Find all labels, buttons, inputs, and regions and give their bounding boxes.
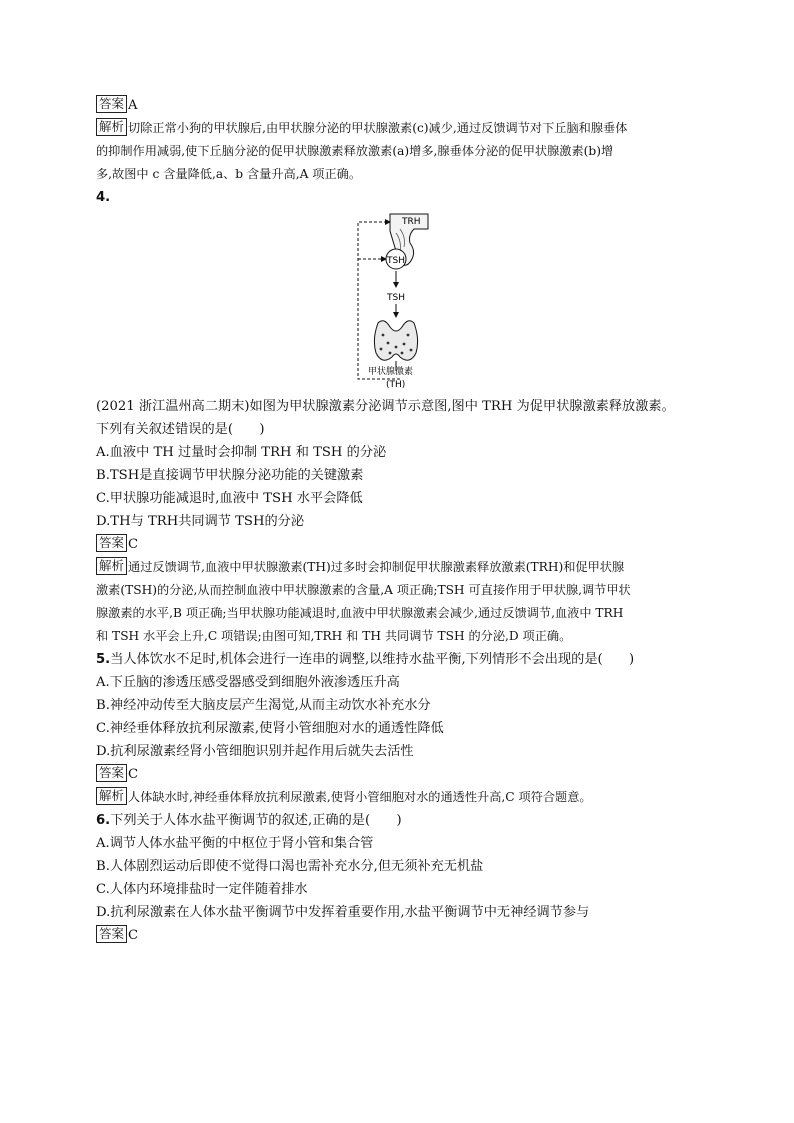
analysis-tag: 解析 [96,557,127,575]
q6-option-b: B.人体剧烈运动后即使不觉得口渴也需补充水分,但无须补充无机盐 [96,859,484,874]
q4-option-b: B.TSH是直接调节甲状腺分泌功能的关键激素 [96,468,364,483]
trh-label: TRH [402,217,421,227]
q4-number: 4. [96,190,111,205]
q6-stem: 6.下列关于人体水盐平衡调节的叙述,正确的是( ) [96,813,402,828]
q5-option-d: D.抗利尿激素经肾小管细胞识别并起作用后就失去活性 [96,744,414,759]
q6-answer: C [128,928,139,943]
q4-option-d: D.TH与 TRH共同调节 TSH的分泌 [96,514,305,529]
q4-option-a: A.血液中 TH 过量时会抑制 TRH 和 TSH 的分泌 [96,445,387,460]
analysis-tag: 解析 [96,787,127,805]
q4-analysis-line-1: 解析 通过反馈调节,血液中甲状腺激素(TH)过多时会抑制促甲状腺激素释放激素(TRH)和促甲状腺 [96,556,696,579]
tsh-cell-label: TSH [387,256,405,266]
q4-stem-line-2: 下列有关叙述错误的是( ) [96,422,265,437]
answer-tag: 答案 [96,95,127,113]
analysis-tag: 解析 [96,118,127,136]
thyroid-diagram [350,211,470,391]
q5-option-c: C.神经垂体释放抗利尿激素,使肾小管细胞对水的通透性降低 [96,721,444,736]
q4-stem-line-1: (2021 浙江温州高二期末)如图为甲状腺激素分泌调节示意图,图中 TRH 为促甲状腺激素释放激素。 [96,399,675,414]
q4-analysis-line-2: 激素(TSH)的分泌,从而控制血液中甲状腺激素的含量,A 项正确;TSH 可直接作用于甲状腺,调节甲状 [96,583,631,597]
q3-analysis-line-3: 多,故图中 c 含量降低,a、b 含量升高,A 项正确。 [96,167,362,181]
q4-option-c: C.甲状腺功能减退时,血液中 TSH 水平会降低 [96,491,363,506]
answer-tag: 答案 [96,764,127,782]
q6-option-c: C.人体内环境排盐时一定伴随着排水 [96,882,308,897]
th-label: (TH) [386,380,406,390]
document-page [96,94,696,947]
q5-answer-line [96,763,696,786]
q4-answer: C [128,537,139,552]
thyroid-hormone-label: 甲状腺激素 [368,367,414,377]
q4-answer-line [96,533,696,556]
q5-option-a: A.下丘脑的渗透压感受器感受到细胞外液渗透压升高 [96,675,400,690]
q4-analysis-line-4: 和 TSH 水平会上升,C 项错误;由图可知,TRH 和 TH 共同调节 TSH 的分泌,D 项正确。 [96,629,572,643]
q5-analysis-line: 解析 人体缺水时,神经垂体释放抗利尿激素,使肾小管细胞对水的通透性升高,C 项符合题意。 [96,786,696,809]
q5-option-b: B.神经冲动传至大脑皮层产生渴觉,从而主动饮水补充水分 [96,698,431,713]
answer-tag: 答案 [96,534,127,552]
thyroid-gland [374,321,417,360]
q3-analysis-line-2: 的抑制作用减弱,使下丘脑分泌的促甲状腺激素释放激素(a)增多,腺垂体分泌的促甲状腺激素(b)增 [96,144,614,158]
tsh-label: TSH [387,293,405,303]
q4-analysis-line-3: 腺激素的水平,B 项正确;当甲状腺功能减退时,血液中甲状腺激素会减少,通过反馈调节,血液中 TRH [96,606,624,620]
q6-option-a: A.调节人体水盐平衡的中枢位于肾小管和集合管 [96,836,374,851]
q3-answer: A [128,98,138,113]
q5-stem: 5.当人体饮水不足时,机体会进行一连串的调整,以维持水盐平衡,下列情形不会出现的是( ) [96,652,635,667]
q6-option-d: D.抗利尿激素在人体水盐平衡调节中发挥着重要作用,水盐平衡调节中无神经调节参与 [96,905,590,920]
q3-analysis-line-1: 解析 切除正常小狗的甲状腺后,由甲状腺分泌的甲状腺激素(c)减少,通过反馈调节对下丘脑和腺垂体 [96,117,696,140]
thyroid-regulation-figure [96,211,696,391]
q3-answer-line [96,94,696,117]
q6-answer-line [96,924,696,947]
q5-answer: C [128,767,139,782]
answer-tag: 答案 [96,925,127,943]
